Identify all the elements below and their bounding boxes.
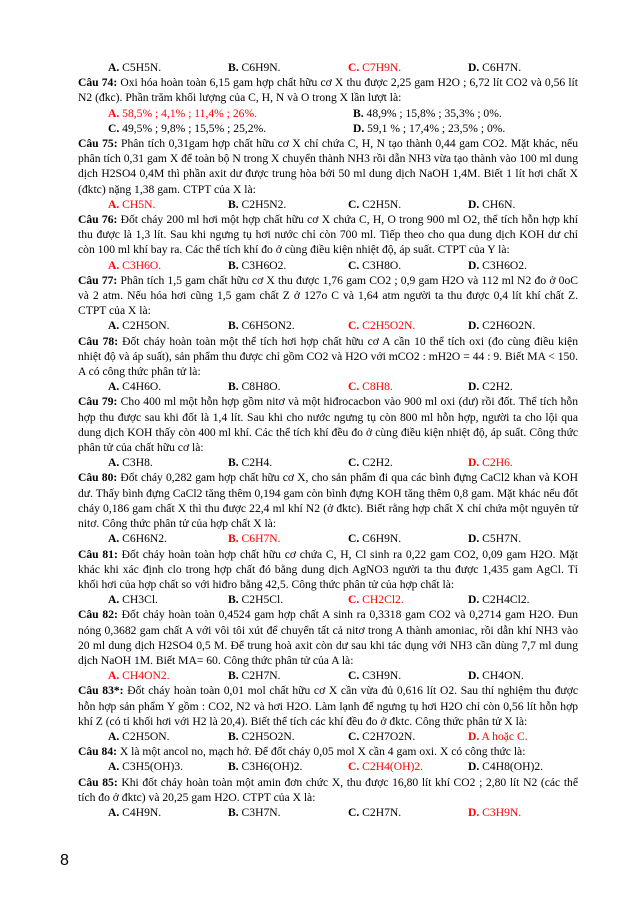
option-letter: A.: [108, 669, 120, 683]
option-text: C2H7N.: [238, 669, 281, 683]
question-paragraph: [78, 136, 578, 197]
option-letter: B.: [228, 532, 239, 546]
option-text: C8H8.: [359, 380, 393, 394]
answer-option: [228, 258, 348, 273]
answer-option: [228, 759, 348, 774]
option-text: CH2Cl2.: [359, 593, 404, 607]
question-text: Đốt cháy hoàn toàn một thể tích hơi hợp chất hữu cơ A cần 10 thể tích oxi (đo cùng điều kiện nhiệt độ và áp suất), sản phẩm thu được chỉ gồm CO2 và H2O với mCO2 : mH2O = 44 : 9. Biết MA < 150. A có công thức phân tử là:: [78, 334, 578, 379]
answer-option: [108, 455, 228, 470]
question-paragraph: [78, 744, 578, 759]
answer-option: [348, 805, 468, 820]
option-letter: B.: [228, 456, 239, 470]
option-text: C6H9N.: [359, 532, 402, 546]
answer-option: [108, 60, 228, 75]
option-letter: D.: [468, 669, 480, 683]
option-letter: A.: [108, 729, 120, 743]
question-text: X là một ancol no, mạch hở. Để đốt cháy 0,05 mol X cần 4 gam oxi. X có công thức là:: [116, 745, 526, 759]
answer-options-row: [78, 379, 578, 394]
option-letter: B.: [228, 729, 239, 743]
option-letter: A.: [108, 319, 120, 333]
question-paragraph: [78, 334, 578, 380]
question-paragraph: [78, 212, 578, 258]
answer-option: [348, 729, 468, 744]
option-text: CH4ON.: [479, 669, 524, 683]
option-text: C2H6.: [479, 456, 513, 470]
answer-options-row: [78, 668, 578, 683]
option-letter: C.: [348, 805, 360, 819]
option-text: C2H5ON.: [119, 319, 170, 333]
answer-option: [228, 531, 348, 546]
question-label: Câu 75:: [78, 137, 118, 151]
answer-options-row: [78, 258, 578, 273]
option-text: C2H2.: [479, 380, 513, 394]
option-letter: C.: [108, 121, 120, 135]
answer-option: [468, 668, 578, 683]
question-label: Câu 78:: [78, 334, 119, 348]
option-text: C2H5N.: [359, 197, 402, 211]
answer-options-row: [78, 106, 578, 121]
question-paragraph: [78, 683, 578, 729]
answer-option: [348, 258, 468, 273]
option-letter: D.: [468, 805, 480, 819]
option-text: C2H4(OH)2.: [359, 760, 424, 774]
option-text: C6H5ON2.: [238, 319, 295, 333]
option-text: C2H5O2N.: [238, 729, 295, 743]
option-text: C3H8.: [119, 456, 153, 470]
question-label: Câu 81:: [78, 547, 118, 561]
question-text: Đốt cháy hoàn toàn hợp chất hữu cơ chứa C, H, Cl sinh ra 0,22 gam CO2, 0,09 gam H2O. Mặt khác khi xác định clo trong hợp chất đó bằng dung dịch AgNO3 người ta thu được 1,435 gam AgCl. Tỉ khối hơi của hợp chất so với hiđro bằng 42,5. Công thức phân tử của hợp chất là:: [78, 547, 578, 591]
answer-option: [108, 759, 228, 774]
option-letter: D.: [468, 380, 480, 394]
option-letter: A.: [108, 197, 120, 211]
option-text: C2H4Cl2.: [479, 593, 530, 607]
option-text: 48,9% ; 15,8% ; 35,3% ; 0%.: [363, 106, 502, 120]
option-text: C5H7N.: [479, 532, 522, 546]
option-text: C3H6(OH)2.: [238, 760, 303, 774]
answer-option: [228, 318, 348, 333]
answer-options-row: [78, 121, 578, 136]
page-number: 8: [60, 852, 69, 869]
option-letter: A.: [108, 380, 120, 394]
option-text: C2H6O2N.: [479, 319, 536, 333]
option-letter: D.: [468, 760, 480, 774]
answer-option: [348, 759, 468, 774]
answer-options-row: [78, 729, 578, 744]
answer-option: [348, 379, 468, 394]
option-letter: D.: [468, 319, 480, 333]
option-text: C8H8O.: [238, 380, 281, 394]
answer-option: [468, 592, 578, 607]
answer-option: [468, 197, 578, 212]
answer-option: [468, 60, 578, 75]
question-paragraph: [78, 394, 578, 455]
option-text: C2H7N.: [359, 805, 402, 819]
answer-option: [468, 455, 578, 470]
option-text: C2H2.: [359, 456, 393, 470]
question-label: Câu 79:: [78, 395, 118, 409]
option-letter: B.: [228, 197, 239, 211]
question-label: Câu 80:: [78, 471, 118, 485]
exam-page: [78, 60, 578, 820]
option-letter: B.: [353, 106, 364, 120]
question-text: Oxi hóa hoàn toàn 6,15 gam hợp chất hữu cơ X thu được 2,25 gam H2O ; 6,72 lít CO2 và 0,56 lít N2 (đkc). Phần trăm khối lượng của C, H, N và O trong X lần lượt là:: [78, 76, 578, 105]
option-text: 59,1 % ; 17,4% ; 23,5% ; 0%.: [364, 121, 506, 135]
answer-option: [348, 668, 468, 683]
answer-option: [468, 318, 578, 333]
answer-option: [468, 531, 578, 546]
answer-option: [108, 258, 228, 273]
answer-option: [468, 729, 578, 744]
option-letter: D.: [468, 593, 480, 607]
option-letter: D.: [468, 61, 480, 74]
answer-option: [468, 759, 578, 774]
answer-option: [228, 668, 348, 683]
question-paragraph: [78, 607, 578, 668]
option-letter: B.: [228, 760, 239, 774]
answer-option: [108, 121, 353, 136]
question-paragraph: [78, 775, 578, 805]
question-text: Khi đốt cháy hoàn toàn một amin đơn chức X, thu được 16,80 lít khí CO2 ; 2,80 lít N2 (các thể tích đo ở đktc) và 20,25 gam H2O. CTPT của X là:: [78, 775, 578, 804]
option-text: C6H6N2.: [119, 532, 167, 546]
option-letter: B.: [228, 258, 239, 272]
answer-option: [228, 455, 348, 470]
answer-option: [228, 729, 348, 744]
answer-options-row: [78, 60, 578, 75]
answer-option: [108, 668, 228, 683]
answer-options-row: [78, 759, 578, 774]
question-paragraph: [78, 547, 578, 593]
answer-options-row: [78, 805, 578, 820]
option-text: C3H9N.: [359, 669, 402, 683]
option-letter: A.: [108, 805, 120, 819]
option-text: CH3Cl.: [119, 593, 158, 607]
option-text: C4H8(OH)2.: [479, 760, 544, 774]
answer-option: [108, 318, 228, 333]
option-letter: C.: [348, 760, 360, 774]
option-letter: A.: [108, 258, 120, 272]
option-letter: A.: [108, 106, 120, 120]
answer-option: [228, 379, 348, 394]
answer-options-row: [78, 318, 578, 333]
option-letter: D.: [468, 258, 480, 272]
option-text: C7H9N.: [359, 61, 402, 74]
answer-option: [108, 592, 228, 607]
answer-option: [348, 455, 468, 470]
answer-option: [353, 121, 578, 136]
option-text: C5H5N.: [119, 61, 162, 74]
option-letter: B.: [228, 380, 239, 394]
answer-option: [108, 197, 228, 212]
answer-options-row: [78, 592, 578, 607]
answer-option: [108, 805, 228, 820]
option-text: CH5N.: [119, 197, 156, 211]
answer-option: [468, 258, 578, 273]
question-paragraph: [78, 75, 578, 105]
option-letter: C.: [348, 319, 360, 333]
option-text: 49,5% ; 9,8% ; 15,5% ; 25,2%.: [119, 121, 267, 135]
option-letter: C.: [348, 456, 360, 470]
option-letter: D.: [468, 729, 480, 743]
option-letter: C.: [348, 593, 360, 607]
option-text: C2H5ON.: [119, 729, 170, 743]
answer-options-row: [78, 197, 578, 212]
option-letter: C.: [348, 61, 360, 74]
question-label: Câu 84:: [78, 745, 117, 759]
answer-options-row: [78, 531, 578, 546]
option-letter: D.: [353, 121, 365, 135]
answer-option: [348, 197, 468, 212]
answer-option: [108, 531, 228, 546]
option-text: C6H7N.: [479, 61, 522, 74]
option-letter: D.: [468, 456, 480, 470]
option-letter: C.: [348, 197, 360, 211]
option-text: C3H5(OH)3.: [119, 760, 184, 774]
option-text: C4H6O.: [119, 380, 162, 394]
option-text: 58,5% ; 4,1% ; 11,4% ; 26%.: [119, 106, 257, 120]
option-text: C3H6O.: [119, 258, 162, 272]
question-text: Phân tích 0,31gam hợp chất hữu cơ X chỉ chứa C, H, N tạo thành 0,44 gam CO2. Mặt khác, nếu phân tích 0,31 gam X để toàn bộ N trong X chuyển thành NH3 rồi dẫn NH3 vừa tạo thành vào 100 ml dung dịch H2SO4 0,4M thì phần axit dư được trung hòa bởi 50 ml dung dịch NaOH 1,4M. Biết 1 lít hơi chất X (đktc) nặng 1,38 gam. CTPT của X là:: [78, 137, 578, 196]
question-text: Phân tích 1,5 gam chất hữu cơ X thu được 1,76 gam CO2 ; 0,9 gam H2O và 112 ml N2 đo ở 0oC và 2 atm. Nếu hóa hơi cũng 1,5 gam chất Z ở 127o C và 1,64 atm người ta thu được 0,4 lít khí chất Z. CTPT của X là:: [78, 273, 578, 318]
question-label: Câu 76:: [78, 213, 118, 227]
option-letter: B.: [228, 319, 239, 333]
question-label: Câu 74:: [78, 76, 118, 90]
option-text: C3H7N.: [238, 805, 281, 819]
answer-option: [348, 592, 468, 607]
option-text: C2H5O2N.: [359, 319, 416, 333]
option-text: CH4ON2.: [119, 669, 170, 683]
option-letter: A.: [108, 532, 120, 546]
option-text: C2H4.: [238, 456, 273, 470]
option-letter: B.: [228, 61, 239, 74]
answer-option: [228, 60, 348, 75]
option-letter: B.: [228, 669, 239, 683]
option-text: C3H6O2.: [238, 258, 287, 272]
option-text: A hoặc C.: [479, 729, 528, 743]
answer-option: [348, 531, 468, 546]
question-text: Đốt cháy 0,282 gam hợp chất hữu cơ X, cho sản phẩm đi qua các bình đựng CaCl2 khan và KOH dư. Thấy bình đựng CaCl2 tăng thêm 0,194 gam còn bình đựng KOH tăng thêm 0,8 gam. Mặt khác nếu đốt cháy 0,186 gam chất X thì thu được 22,4 ml khí N2 (ở đktc). Biết rằng hợp chất X chỉ chứa một nguyên tử nitơ. Công thức phân tử của hợp chất X là:: [78, 471, 578, 531]
option-letter: A.: [108, 456, 120, 470]
question-text: Đốt cháy hoàn toàn 0,4524 gam hợp chất A sinh ra 0,3318 gam CO2 và 0,2714 gam H2O. Đun nóng 0,3682 gam chất A với vôi tôi xút để chuyển tất cả nitơ trong A thành amoniac, rồi dẫn khí NH3 vào 20 ml dung dịch H2SO4 0,5 M. Để trung hoà axit còn dư sau khi tác dụng với NH3 cần dùng 7,7 ml dung dịch NaOH 1M. Biết MA= 60. Công thức phân tử của A là:: [78, 608, 578, 667]
answer-option: [468, 379, 578, 394]
option-text: C4H9N.: [119, 805, 162, 819]
option-text: C3H8O.: [359, 258, 402, 272]
option-text: C6H7N.: [238, 532, 281, 546]
answer-option: [108, 379, 228, 394]
question-paragraph: [78, 273, 578, 319]
option-text: CH6N.: [479, 197, 516, 211]
option-text: C2H5N2.: [238, 197, 287, 211]
answer-option: [228, 805, 348, 820]
question-label: Câu 83*:: [78, 684, 124, 698]
option-letter: A.: [108, 61, 120, 74]
option-letter: C.: [348, 380, 360, 394]
answer-option: [108, 729, 228, 744]
option-text: C2H5Cl.: [238, 593, 284, 607]
option-letter: B.: [228, 593, 239, 607]
option-letter: B.: [228, 805, 239, 819]
question-text: Cho 400 ml một hỗn hợp gồm nitơ và một hiđrocacbon vào 900 ml oxi (dư) rồi đốt. Thể tích hỗn hợp thu được sau khi đốt là 1,4 lít. Sau khi cho nước ngưng tụ còn 800 ml hỗn hợp, người ta cho lội qua dung dịch KOH thấy còn 400 ml khí. Các thể tích khí đều đo ở cùng điều kiện nhiệt độ, áp suất. Công thức phân tử của chất hữu cơ là:: [78, 395, 578, 455]
question-text: Đốt cháy 200 ml hơi một hợp chất hữu cơ X chứa C, H, O trong 900 ml O2, thể tích hỗn hợp khí thu được là 1,3 lít. Sau khi ngưng tụ hơi nước chỉ còn 700 ml. Tiếp theo cho qua dung dịch KOH dư chỉ còn 100 ml khí bay ra. Các thể tích khí đo ở cùng điều kiện nhiệt độ, áp suất. CTPT của Y là:: [78, 213, 578, 257]
option-letter: D.: [468, 197, 480, 211]
question-text: Đốt cháy hoàn toàn 0,01 mol chất hữu cơ X cần vừa đủ 0,616 lít O2. Sau thí nghiệm thu được hỗn hợp sản phẩm Y gồm : CO2, N2 và hơi H2O. Làm lạnh để ngưng tụ hơi H2O chỉ còn 0,56 lít hỗn hợp khí Z (có tỉ khối hơi với H2 là 20,4). Biết thể tích các khí đều đo ở đktc. Công thức phân tử X là:: [78, 684, 578, 728]
question-label: Câu 85:: [78, 775, 118, 789]
question-paragraph: [78, 470, 578, 531]
answer-option: [348, 318, 468, 333]
answer-option: [108, 106, 353, 121]
option-letter: C.: [348, 729, 360, 743]
option-letter: D.: [468, 532, 480, 546]
answer-option: [228, 197, 348, 212]
option-letter: C.: [348, 669, 360, 683]
option-letter: C.: [348, 258, 360, 272]
answer-option: [228, 592, 348, 607]
option-letter: C.: [348, 532, 360, 546]
answer-options-row: [78, 455, 578, 470]
option-letter: A.: [108, 760, 120, 774]
option-text: C6H9N.: [238, 61, 281, 74]
question-label: Câu 82:: [78, 608, 118, 622]
option-letter: A.: [108, 593, 120, 607]
option-text: C2H7O2N.: [359, 729, 416, 743]
answer-option: [468, 805, 578, 820]
option-text: C3H6O2.: [479, 258, 527, 272]
answer-option: [353, 106, 578, 121]
question-label: Câu 77:: [78, 273, 118, 287]
answer-option: [348, 60, 468, 75]
option-text: C3H9N.: [479, 805, 522, 819]
